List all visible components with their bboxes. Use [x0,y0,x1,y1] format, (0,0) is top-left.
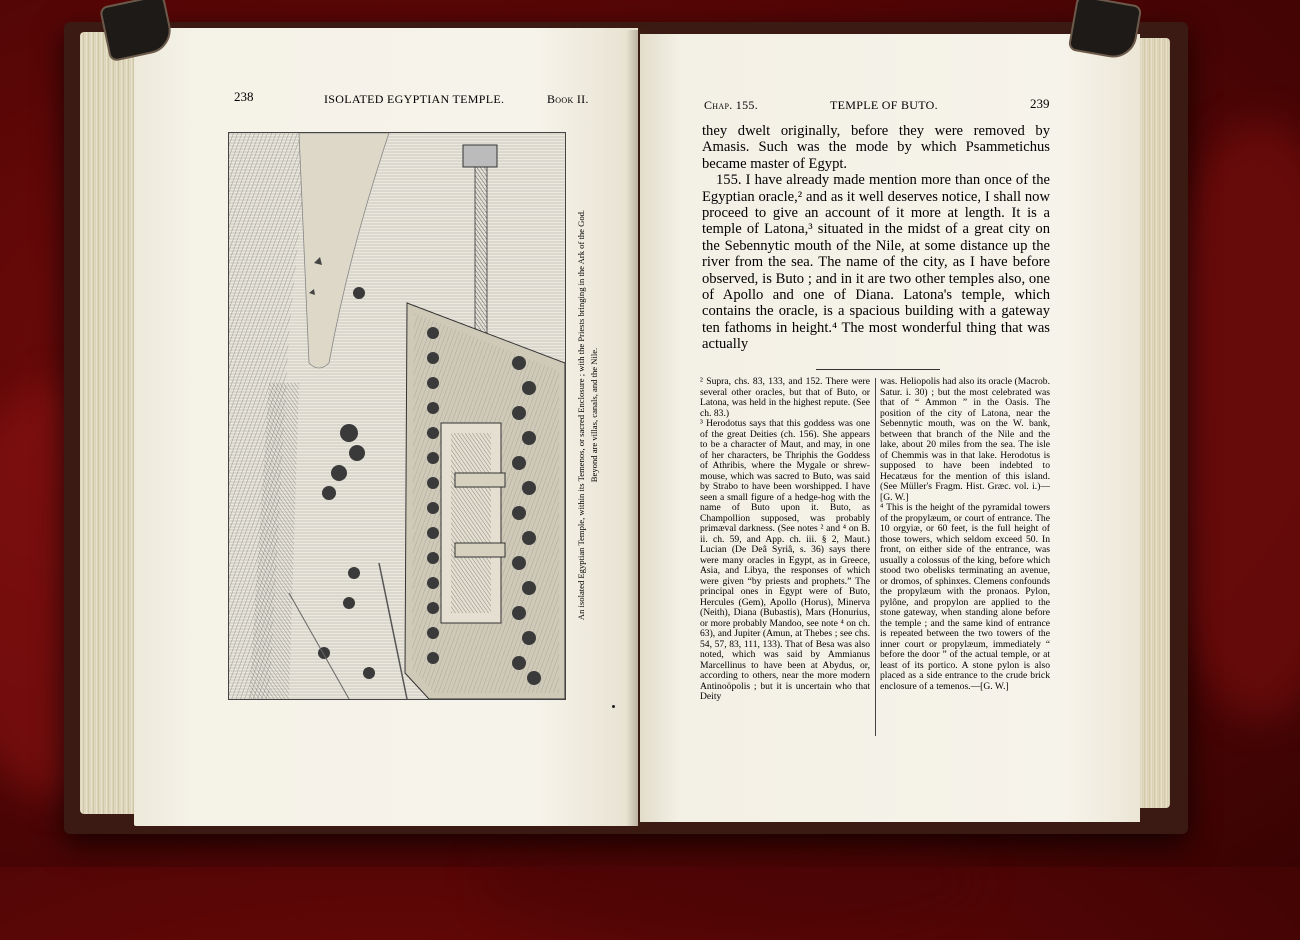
footnotes-column-2 [880,377,1050,692]
right-page-number: 239 [1030,96,1050,111]
main-paragraph: they dwelt originally, before they were removed by Amasis. Such was the mode by which Psammetichus became master of Egypt. [702,123,1050,172]
figure-caption-line1: An isolated Egyptian Temple, within its Temenos, or sacred Enclosure ; with the Priests bringing in the Ark of the God. [576,209,586,621]
footnote: was. Heliopolis had also its oracle (Macrob. Satur. i. 30) ; but the most celebrated was that of “ Ammon ” in the Oasis. The position of the city of Latona, near the Sebennytic mouth, was on the W. bank, between that branch of the Nile and the lake, about 20 miles from the sea. The isle of Chemmis was in that lake. Herodotus is supposed to have been indebted to Hecatæus for the mention of this island. (See Müller's Fragm. Hist. Græc. vol. i.)—[G. W.] [880,376,1050,503]
page-edges-right [1138,38,1170,808]
left-running-title: ISOLATED EGYPTIAN TEMPLE. [324,92,505,106]
footnote: ³ Herodotus says that this goddess was one of the great Deities (ch. 156). She appears to be a character of Maut, and may, in one of her characters, be Thriphis the Goddess of Athribis, where the Mygale or shrew-mouse, which was sacred to Buto, was said by Strabo to have been worshipped. I have seen a small figure of a hedge-hog with the name of Buto upon it. Buto, as Champollion supposed, was probably primæval darkness. (See notes ² and ⁴ on B. ii. ch. 59, and App. ch. iii. § 2, Maut.) Lucian (De Deâ Syriâ, s. 36) says there were many oracles in Egypt, as in Greece, Asia, and Libya, the responses of which were given “by priests and prophets.” The principal ones in Egypt were of Buto, Hercules (Gem), Apollo (Horus), Minerva (Neith), Diana (Bubastis), Mars (Honurius, or more probably Mandoo, see note ⁴ on ch. 63), and Jupiter (Amun, at Thebes ; see chs. 54, 57, 83, 111, 133). That of Besa was also noted, which was said by Ammianus Marcellinus to have been at Abydus, or, according to others, near the more modern Antinoöpolis ; but it is uncertain who that Deity [700,418,870,702]
right-chapter-label: Chap. 155. [704,98,759,112]
left-book-label: Book II. [547,92,589,106]
right-running-title: TEMPLE OF BUTO. [830,98,938,112]
left-page-number: 238 [234,89,254,104]
ink-speck [612,705,615,708]
page-edges-left [80,32,140,814]
footnote-column-divider [875,378,876,736]
footnotes-column-1 [700,377,870,703]
cloth-fold [480,820,980,940]
main-paragraph: 155. I have already made mention more than once of the Egyptian oracle,² and as it well deserves notice, I shall now proceed to give an account of it more at length. It is a temple of Latona,³ situated in the midst of a great city on the Sebennytic mouth of the Nile, at some distance up the river from the sea. The name of the city, as I have before observed, is Buto ; and in it are two other temples also, one of Apollo and one of Diana. Latona's temple, which contains the oracle, is a spacious building with a gateway ten fathoms in height.⁴ The most wonderful thing that was actually [702,172,1050,353]
temple-engraving [228,132,566,700]
figure-caption-line2: Beyond are villas, canals, and the Nile. [589,347,599,483]
footnote-rule [816,369,940,370]
footnote: ⁴ This is the height of the pyramidal towers of the propylæum, or court of entrance. The 10 orgyiæ, or 60 feet, is the full height of those towers, which seldom exceed 50. In front, on either side of the entrance, was usually a colossus of the king, before which stood two obelisks terminating an avenue, or dromos, of sphinxes. Clemens confounds the propylæum with the pronaos. Pylon, pylône, and propylon are applied to the stone gateway, when standing alone before the temple ; and the same kind of entrance is repeated between the two towers of the inner court or propylæum, immediately “ before the door ” of the actual temple, or at least of its portico. A stone pylon is also placed as a side entrance to the crude brick enclosure of a temenos.—[G. W.] [880,502,1050,692]
footnote: ² Supra, chs. 83, 133, and 152. There were several other oracles, but that of Buto, or Latona, was held in the highest repute. (See ch. 83.) [700,376,870,419]
figure-caption [568,132,608,698]
main-text [702,123,1050,353]
